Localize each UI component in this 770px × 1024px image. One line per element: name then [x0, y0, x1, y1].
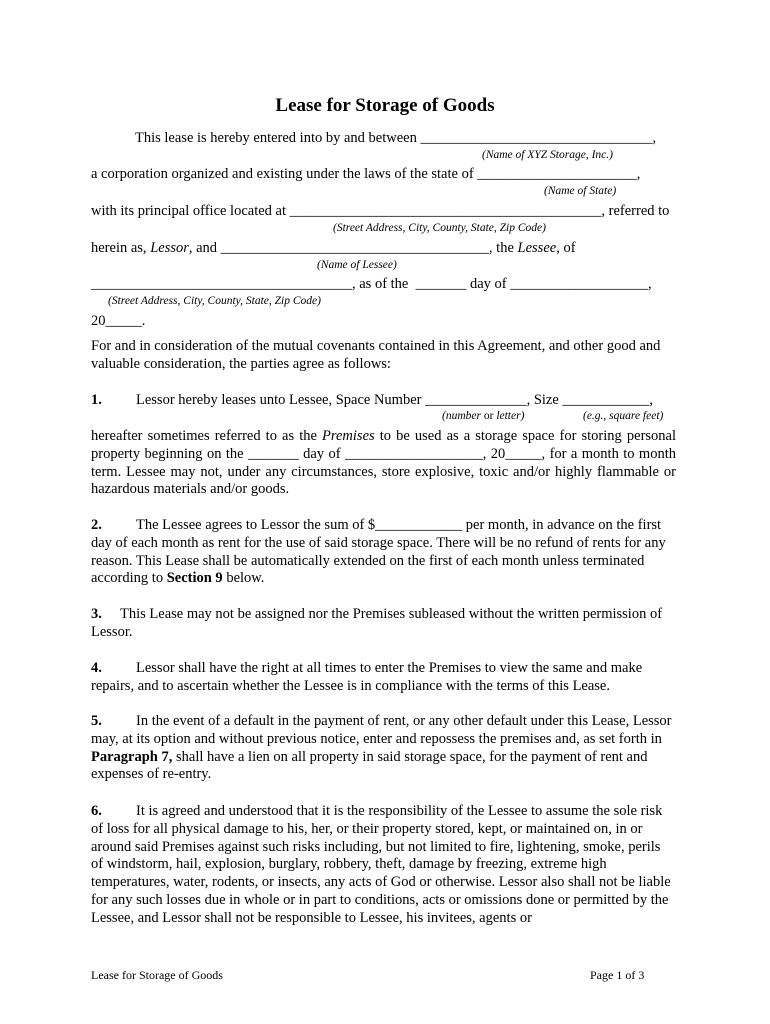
document-title: Lease for Storage of Goods [275, 95, 495, 116]
intro-line-4: herein as, Lessor, and _____________________________________, the Lessee, of [91, 240, 576, 256]
section-1-number: 1. [91, 392, 102, 408]
section-1-body: hereafter sometimes referred to as the Premises to be used as a storage space for storing personal property beginning on the _______ day of ___________________, 20_____, for a month to month term. Lessee may not, under any circumstances, store explosive, toxic and/or highly flammable or hazardous materials and/or goods. [91, 428, 677, 498]
premises-term: Premises [322, 428, 375, 444]
consideration-paragraph: For and in consideration of the mutual covenants contained in this Agreement, and other good and valuable consideration, the parties agree as follows: [91, 338, 661, 372]
section-4: 4. Lessor shall have the right at all times to enter the Premises to view the same and make repairs, and to ascertain whether the Lessee is in compliance with the terms of this Lease. [91, 660, 643, 694]
intro-line-5: ____________________________________, as of the _______ day of ___________________, [91, 276, 652, 292]
section-2: 2. The Lessee agrees to Lessor the sum of $____________ per month, in advance on the first day of each month as rent for the use of said storage space. There will be no refund of rents for any reason. This Lease shall be automatically extended on the first of each month unless terminated according to Section 9 below. [91, 517, 666, 587]
caption-space-number: (number or letter) [442, 410, 525, 422]
intro-line-year: 20_____. [91, 313, 146, 329]
caption-size: (e.g., square feet) [583, 410, 664, 422]
section-9-reference: Section 9 [166, 570, 223, 587]
paragraph-7-reference: Paragraph 7, [91, 748, 173, 765]
caption-office-address: (Street Address, City, County, State, Zip Code) [333, 222, 546, 234]
caption-storage-name: (Name of XYZ Storage, Inc.) [482, 149, 613, 161]
caption-lessee-name: (Name of Lessee) [317, 259, 397, 271]
section-5: 5. In the event of a default in the payment of rent, or any other default under this Lease, Lessor may, at its option and without previous notice, enter and repossess the premises and, as set forth in Paragraph 7, shall have a lien on all property in said storage space, for the payment of rent and expenses of re-entry. [91, 713, 672, 783]
caption-lessee-address: (Street Address, City, County, State, Zip Code) [108, 295, 321, 307]
section-3: 3. This Lease may not be assigned nor the Premises subleased without the written permission of Lessor. [91, 606, 663, 640]
footer-title: Lease for Storage of Goods [91, 968, 223, 982]
caption-state: (Name of State) [544, 185, 617, 197]
intro-line-2: a corporation organized and existing under the laws of the state of ______________________, [91, 166, 641, 182]
intro-line-1: This lease is hereby entered into by and between ________________________________, [135, 130, 657, 146]
lessor-term: Lessor [150, 240, 189, 256]
intro-line-3: with its principal office located at ___________________________________________, referred to [91, 203, 670, 219]
lessee-term: Lessee [517, 240, 557, 256]
section-6: 6. It is agreed and understood that it is the responsibility of the Lessee to assume the sole risk of loss for all physical damage to his, her, or their property stored, kept, or maintained on, in or around said Premises against such risks including, but not limited to fire, lightening, smoke, perils of windstorm, hail, explosion, burglary, robbery, theft, damage by freezing, extreme high temperatures, water, rodents, or insects, any acts of God or otherwise. Lessor also shall not be liable for any such losses due in whole or in part to conditions, acts or omissions done or permitted by the Lessee, and Lessor shall not be responsible to Lessee, his invitees, agents or [91, 803, 671, 926]
section-1-first-line: Lessor hereby leases unto Lessee, Space Number ______________, Size ____________, [136, 392, 654, 408]
footer-page-number: Page 1 of 3 [590, 968, 645, 982]
